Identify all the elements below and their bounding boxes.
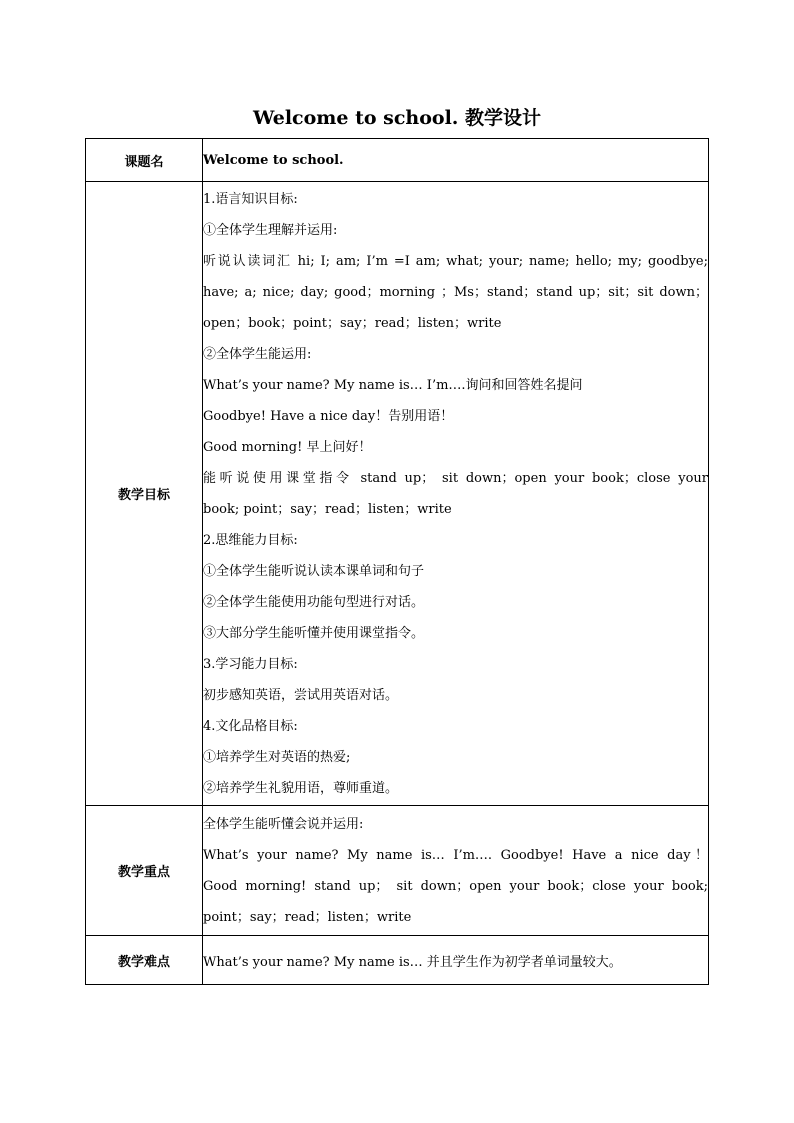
lesson-plan-table <box>85 138 709 985</box>
objective-line: book; point；say；read；listen；write <box>203 502 452 517</box>
document-title: Welcome to school. 教学设计 <box>252 107 542 129</box>
objective-line: 4.文化品格目标: <box>203 719 298 734</box>
objectives-content <box>203 182 709 806</box>
objective-line: ②全体学生能使用功能句型进行对话。 <box>203 595 425 610</box>
objective-line: 能听说使用课堂指令 stand up； sit down；open your book；close your <box>203 471 708 486</box>
table-row-lesson-name <box>86 139 709 182</box>
key-point-line: 全体学生能听懂会说并运用: <box>203 817 364 832</box>
objective-line: 2.思维能力目标: <box>203 533 298 548</box>
objective-line: Goodbye! Have a nice day！告别用语！ <box>203 409 454 424</box>
key-points-content <box>203 806 709 936</box>
table-row-difficulties <box>86 936 709 985</box>
objective-line: ①全体学生理解并运用: <box>203 223 338 238</box>
objective-line: have; a; nice; day; good；morning ；Ms；stand；stand up；sit；sit down； <box>203 285 708 300</box>
objective-line: 听说认读词汇 hi; I; am; I’m =I am; what; your; name; hello; my; goodbye; <box>203 254 708 269</box>
difficulties-value: What’s your name? My name is… 并且学生作为初学者单词量较大。 <box>203 936 709 985</box>
table-row-key-points <box>86 806 709 936</box>
row-label-objectives: 教学目标 <box>86 182 203 806</box>
key-point-line: point；say；read；listen；write <box>203 910 412 925</box>
row-label-difficulties: 教学难点 <box>86 936 203 985</box>
lesson-name-value: Welcome to school. <box>203 139 709 182</box>
objective-line: 3.学习能力目标: <box>203 657 298 672</box>
objective-line: ①培养学生对英语的热爱; <box>203 750 351 765</box>
row-label-lesson-name: 课题名 <box>86 139 203 182</box>
objective-line: ①全体学生能听说认读本课单词和句子 <box>203 564 425 579</box>
objective-line: 初步感知英语，尝试用英语对话。 <box>203 688 399 703</box>
objective-line: Good morning! 早上问好！ <box>203 440 372 455</box>
objective-line: 1.语言知识目标: <box>203 192 298 207</box>
objective-line: open；book；point；say；read；listen；write <box>203 316 502 331</box>
table-row-objectives <box>86 182 709 806</box>
objective-line: ③大部分学生能听懂并使用课堂指令。 <box>203 626 425 641</box>
objective-line: ②全体学生能运用: <box>203 347 312 362</box>
key-point-line: Good morning! stand up； sit down；open your book；close your book; <box>203 879 708 894</box>
objective-line: ②培养学生礼貌用语，尊师重道。 <box>203 781 399 796</box>
key-point-line: What’s your name? My name is… I’m…. Goodbye! Have a nice day！ <box>203 848 708 863</box>
row-label-key-points: 教学重点 <box>86 806 203 936</box>
objective-line: What’s your name? My name is… I’m….询问和回答姓名提问 <box>203 378 583 393</box>
